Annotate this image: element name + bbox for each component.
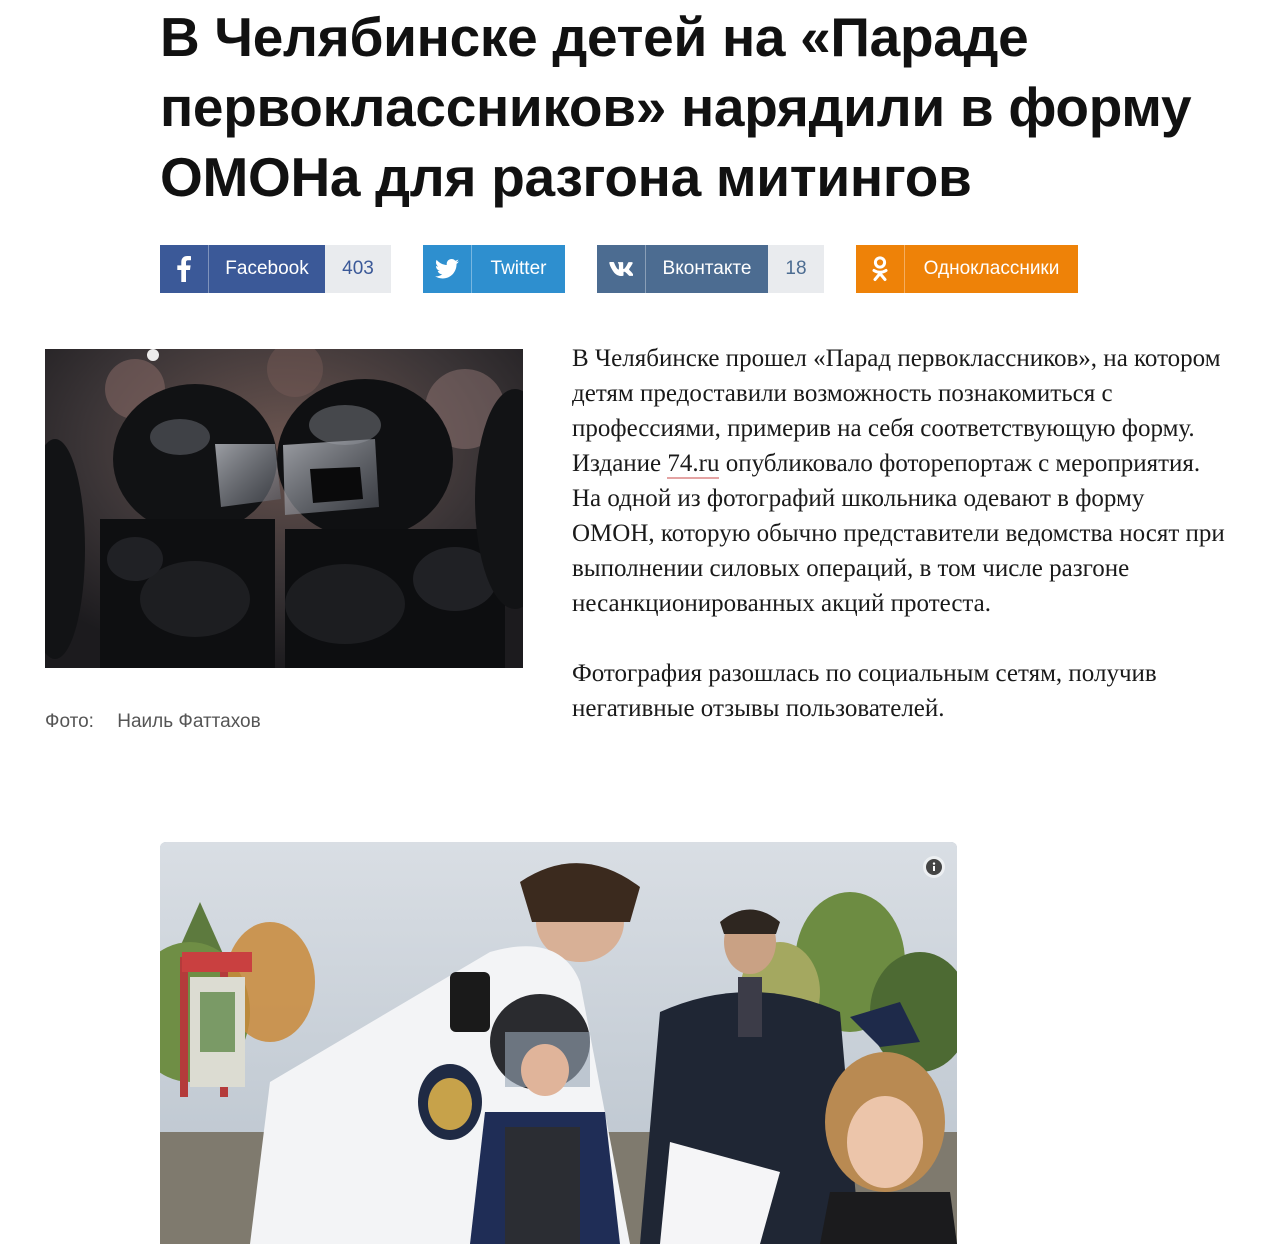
vkontakte-share-label: Вконтакте bbox=[645, 245, 768, 293]
paragraph-1-text-start: В Челябинске прошел «Парад первоклассников», на котором детям предоставили возможность познакомиться с профессиями, примерив на себя соответствующую форму. Издание bbox=[572, 345, 1221, 477]
article-paragraph-1 bbox=[572, 341, 1232, 621]
photo-caption-label: Фото: bbox=[45, 711, 94, 732]
article-paragraph-2: Фотография разошлась по социальным сетям, получив негативные отзывы пользователей. bbox=[572, 660, 1157, 722]
facebook-icon bbox=[160, 245, 208, 293]
odnoklassniki-share-label: Одноклассники bbox=[904, 245, 1078, 293]
vk-icon bbox=[597, 245, 645, 293]
vkontakte-share-button[interactable] bbox=[597, 245, 824, 293]
source-link-74ru[interactable]: 74.ru bbox=[667, 450, 720, 477]
article-body bbox=[572, 341, 1232, 726]
main-photo bbox=[160, 842, 957, 1244]
paragraph-1-text-end: опубликовало фоторепортаж с мероприятия. На одной из фотографий школьника одевают в форму ОМОН, которую обычно представители ведомства носят при выполнении силовых операций, в том числе разгоне несанкционированных акций протеста. bbox=[572, 450, 1225, 617]
article-title: В Челябинске детей на «Параде первоклассников» нарядили в форму ОМОНа для разгона митингов bbox=[160, 6, 1192, 208]
twitter-icon bbox=[423, 245, 471, 293]
info-icon bbox=[926, 859, 942, 875]
odnoklassniki-icon bbox=[856, 245, 904, 293]
twitter-share-button[interactable] bbox=[423, 245, 565, 293]
lead-photo bbox=[45, 349, 523, 668]
twitter-share-label: Twitter bbox=[471, 245, 565, 293]
facebook-share-button[interactable] bbox=[160, 245, 391, 293]
photo-caption bbox=[45, 711, 261, 733]
vkontakte-share-count: 18 bbox=[768, 245, 824, 293]
facebook-share-label: Facebook bbox=[208, 245, 325, 293]
photo-info-button[interactable] bbox=[923, 856, 945, 878]
odnoklassniki-share-button[interactable] bbox=[856, 245, 1078, 293]
photo-author: Наиль Фаттахов bbox=[117, 711, 261, 732]
facebook-share-count: 403 bbox=[325, 245, 391, 293]
